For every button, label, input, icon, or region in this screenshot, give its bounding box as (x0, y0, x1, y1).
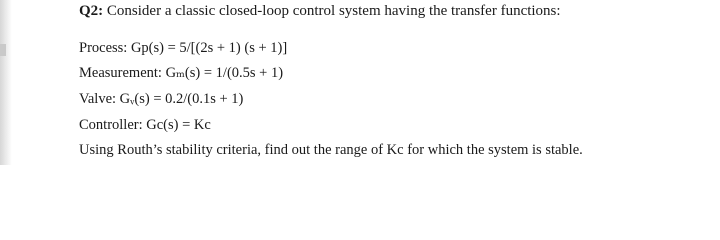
left-edge-shadow (0, 0, 12, 165)
question-heading (79, 2, 561, 20)
measurement-transfer-function: Measurement: Gₘ(s) = 1/(0.5s + 1) (79, 65, 284, 81)
valve-transfer-function: Valve: Gᵥ(s) = 0.2/(0.1s + 1) (79, 91, 244, 107)
controller-transfer-function: Controller: Gc(s) = Kc (79, 117, 211, 133)
left-edge-mark (0, 44, 6, 56)
routh-instruction: Using Routh’s stability criteria, find out the range of Kc for which the system is stable. (79, 142, 583, 158)
question-number: Q2: (79, 3, 104, 19)
process-transfer-function: Process: Gp(s) = 5/[(2s + 1) (s + 1)] (79, 40, 288, 56)
question-text: Consider a classic closed-loop control system having the transfer functions: (103, 3, 561, 19)
